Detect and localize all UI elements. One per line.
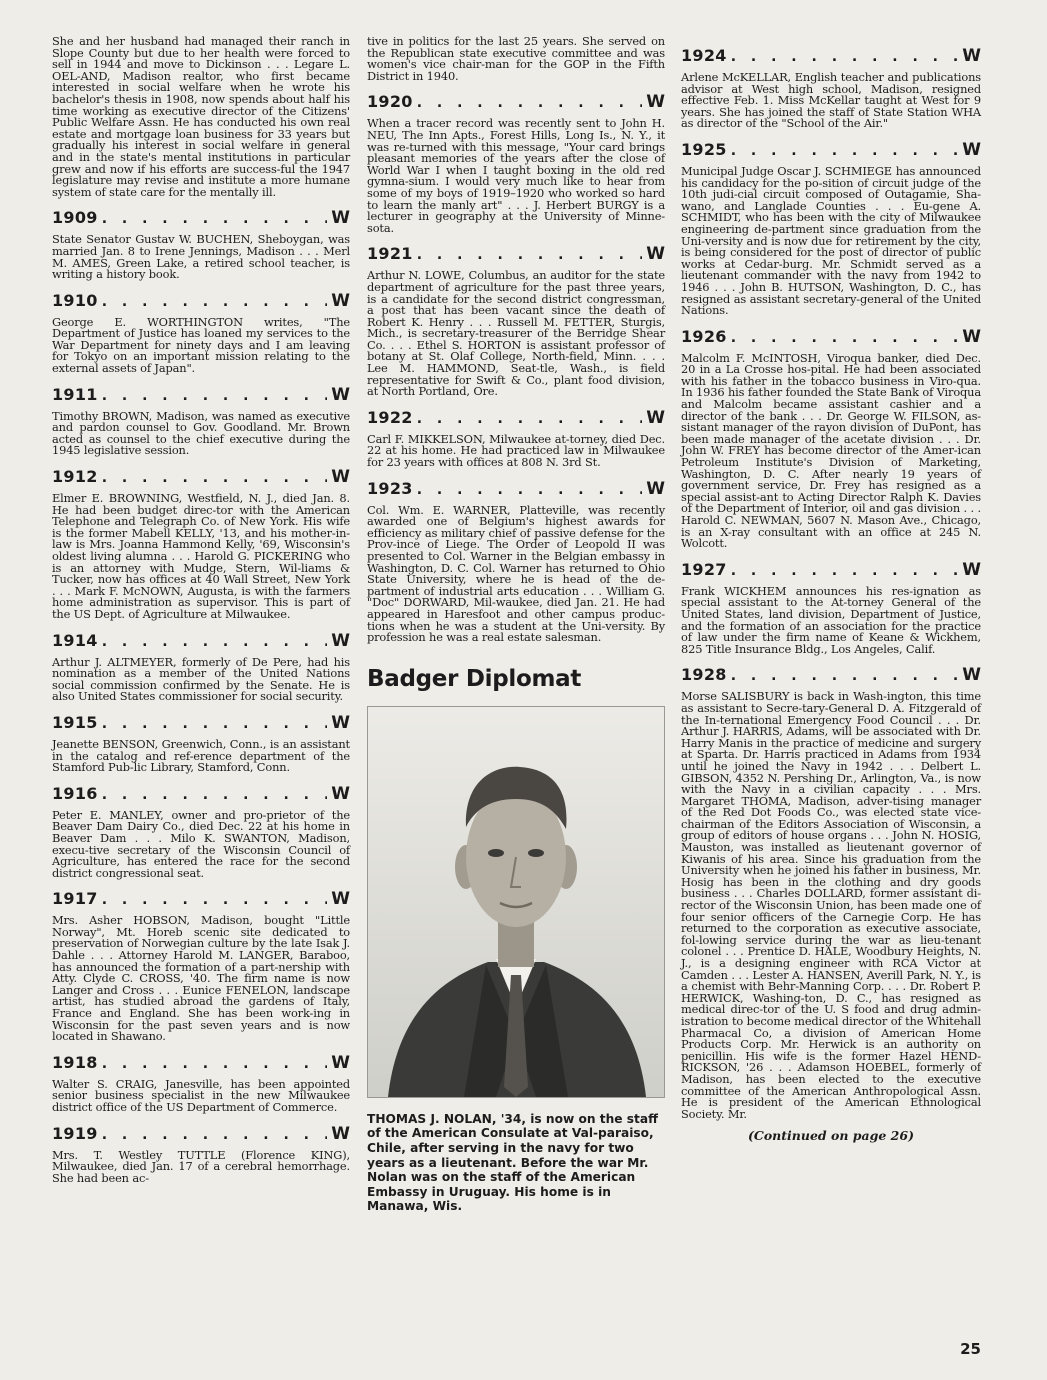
w-mark: W [331,384,350,405]
w-mark: W [646,244,665,265]
w-mark: W [962,46,981,66]
leader-dots [731,329,959,348]
class-year-heading [367,479,665,500]
page-number: 25 [960,1340,981,1358]
class-year: 1911 [52,384,98,404]
class-year: 1909 [52,208,98,228]
leader-dots [731,142,959,161]
class-year: 1928 [681,665,727,685]
class-year: 1910 [52,290,98,310]
class-note: Mrs. T. Westley TUTTLE (Florence KING), Milwaukee, died Jan. 17 of a cerebral hemorrhage. She had been ac- [52,1147,350,1185]
class-note: Arlene McKELLAR, English teacher and publications advisor at West high school, Madison, resigned effective Feb. 1. Miss McKellar taught at West for 9 years. She has joined the staff of State Station WHA as director of the "School of the Air." [681,70,981,131]
leader-dots [102,1055,328,1074]
class-note: Arthur J. ALTMEYER, formerly of De Pere, had his nomination as a member of the United Nations social commission confirmed by the Senate. He is also United States commissioner for social security. [52,654,350,704]
class-year-heading [52,208,350,229]
w-mark: W [331,290,350,311]
class-year-heading [681,46,981,67]
continued-note: (Continued on page 26) [747,1128,914,1144]
class-year-heading [681,665,981,686]
leader-dots [102,210,328,229]
w-mark: W [646,92,665,113]
leader-dots [417,246,643,265]
class-year: 1921 [367,244,413,264]
class-year: 1920 [367,92,413,112]
class-year: 1926 [681,326,727,346]
class-year: 1925 [681,139,727,159]
portrait-illustration [368,707,664,1097]
column-1 [52,36,350,1192]
class-year-heading [52,713,350,734]
w-mark: W [331,1123,350,1144]
w-mark: W [962,326,981,347]
column-3 [681,36,981,1143]
class-year: 1912 [52,467,98,487]
w-mark: W [331,630,350,651]
class-year-heading [52,1124,350,1145]
leader-dots [102,633,328,652]
class-note: State Senator Gustav W. BUCHEN, Sheboygan, was married Jan. 8 to Irene Jennings, Madison . . . Merl M. AMES, Green Lake, a retired school teacher, is writing a history book. [52,232,350,282]
class-note: Arthur N. LOWE, Columbus, an auditor for the state department of agriculture for the past three years, is a candidate for the second district congressman, a post that has been vacant since the death of Robert K. Henry . . . Russell M. FETTER, Sturgis, Mich., is secretary-treasurer of the Berridge Shear Co. . . . Ethel S. HORTON is assistant professor of botany at St. Olaf College, North-field, Minn. . . . Lee M. HAMMOND, Seat-tle, Wash., is field representative for Swift & Co., plant food division, at North Portland, Ore. [367,268,665,399]
class-year: 1917 [52,889,98,909]
w-mark: W [646,407,665,428]
w-mark: W [331,783,350,804]
class-year: 1915 [52,712,98,732]
class-note: Municipal Judge Oscar J. SCHMIEGE has announced his candidacy for the po-sition of circuit judge of the 10th judi-cial circuit composed of Outagamie, Sha-wano, and Langlade Counties . . . Eu-gene A. SCHMIDT, who has been with the city of Milwaukee engineering de-partment since graduation from the Uni-versity and is now due for retirement by the city, is being considered for the post of director of public works at Cedar-burg. Mr. Schmidt served as a lieutenant commander with the navy from 1942 to 1946 . . . John B. HUTSON, Washington, D. C., has resigned as assistant secretary-general of the United Nations. [681,163,981,318]
class-year-heading [681,140,981,161]
column-3-entries [681,46,981,1120]
w-mark: W [962,665,981,686]
w-mark: W [331,889,350,910]
class-note: Elmer E. BROWNING, Westfield, N. J., died Jan. 8. He had been budget direc-tor with the American Telephone and Telegraph Co. of New York. His wife is the former Mabell KELLY, '13, and his mother-in-law is Mrs. Joanna Hammond Kelly, '69, Wisconsin's oldest living alumna . . . Harold G. PICKERING who is an attorney with Mudge, Stern, Wil-liams & Tucker, now has offices at 40 Wall Street, New York . . . Mark F. McNOWN, Augusta, is with the farmers home administration as supervisor. This is part of the US Dept. of Agriculture at Milwaukee. [52,491,350,621]
w-mark: W [331,1052,350,1073]
class-year: 1916 [52,783,98,803]
class-note: Malcolm F. McINTOSH, Viroqua banker, died Dec. 20 in a La Crosse hos-pital. He had been associated with his father in the tobacco business in Viro-qua. In 1936 his father founded the State Bank of Viroqua and Malcolm became assistant cashier and a director of the bank . . . Dr. George W. FILSON, as-sistant manager of the rayon division of DuPont, has been made manager of the acetate division . . . Dr. John W. FREY has become director of the Amer-ican Petroleum Institute's Division of Marketing, Washington, D. C. After nearly 19 years of government service, Dr. Frey has resigned as a special assist-ant to Acting Director Ralph K. Davies of the Department of Interior, oil and gas division . . . Harold C. NEWMAN, 5607 N. Mason Ave., Chicago, is an X-ray consultant with an office at 245 N. Wolcott. [681,350,981,551]
w-mark: W [331,208,350,229]
leader-dots [731,667,959,686]
leader-dots [417,94,643,113]
leader-dots [102,786,328,805]
class-year-heading [681,560,981,581]
w-mark: W [331,712,350,733]
class-note: Timothy BROWN, Madison, was named as executive and pardon counsel to Gov. Goodland. Mr. Brown acted as counsel to the chief executive during the 1945 legislative session. [52,408,350,458]
column-2 [367,36,665,1214]
class-year: 1919 [52,1123,98,1143]
w-mark: W [646,478,665,499]
class-note: Walter S. CRAIG, Janesville, has been appointed senior business specialist in the new Milwaukee district office of the US Department of Commerce. [52,1076,350,1114]
leader-dots [731,48,959,67]
class-note: Morse SALISBURY is back in Wash-ington, this time as assistant to Secre-tary-General D. A. Fitzgerald of the In-ternational Emergency Food Council . . . Dr. Arthur J. HARRIS, Adams, will be associated with Dr. Harry Manis in the practice of medicine and surgery at Sparta. Dr. Harris practiced in Adams from 1934 until he joined the Navy in 1942 . . . Delbert L. GIBSON, 4352 N. Pershing Dr., Arlington, Va., is now with the Navy in a civilian capacity . . . Mrs. Margaret THOMA, Madison, adver-tising manager of the Red Dot Foods Co., was elected state vice-chairman of the Editors Association of Wisconsin, a group of editors of house organs . . . John N. HOSIG, Mauston, was installed as lieutenant governor of Kiwanis of his area. Since his graduation from the University when he joined his father in business, Mr. Hosig has been in the clothing and dry goods business . . . Charles DOLLARD, former assistant di-rector of the Wisconsin Union, has been made one of four senior officers of the Carnegie Corp. He has returned to the corporation as executive associate, fol-lowing service during the war as lieu-tenant colonel . . . Prentice D. HALE, Woodbury Heights, N. J., is a designing engineer with RCA Victor at Camden . . . Lester A. HANSEN, Averill Park, N. Y., is a chemist with Behr-Manning Corp. . . . Dr. Robert P. HERWICK, Washing-ton, D. C., has resigned as medical direc-tor of the U. S food and drug admin-istration to become medical director of the Whitehall Pharmacal Co, a division of American Home Products Corp. Mr. Herwick is an authority on penicillin. His wife is the former Hazel HEND-RICKSON, '26 . . . Adamson HOEBEL, formerly of Madison, has been elected to the executive committee of the American Anthropological Assn. He is president of the American Ethnological Society. Mr. [681,689,981,1121]
class-note: When a tracer record was recently sent to John H. NEU, The Inn Apts., Forest Hills, Long Is., N. Y., it was re-turned with this message, "Your card brings pleasant memories of the years after the close of World War I when I taught boxing in the old red gymna-sium. I would very much like to hear from some of my boys of 1919–1920 who worked so hard to learn the manly art" . . . J. Herbert BURGY is a lecturer in geography at the University of Minne-sota. [367,116,665,235]
class-year-heading [52,631,350,652]
leader-dots [417,410,643,429]
class-note: Mrs. Asher HOBSON, Madison, bought "Little Norway", Mt. Horeb scenic site dedicated to preservation of Norwegian culture by the late Isak J. Dahle . . . Attorney Harold M. LANGER, Baraboo, has announced the formation of a part-nership with Atty. Clyde C. CROSS, '40. The firm name is now Langer and Cross . . . Eunice FENELON, landscape artist, has studied abroad the gardens of Italy, France and England. She has been work-ing in Wisconsin for the past seven years and is now located in Shawano. [52,913,350,1044]
class-note: Col. Wm. E. WARNER, Platteville, was recently awarded one of Belgium's highest awards for efficiency as military chief of passive defense for the Prov-ince of Liege. The Order of Leopold II was presented to Col. Warner in the Belgian embassy in Washington, D. C. Col. Warner has returned to Ohio State University, where he is head of the de-partment of industrial arts education . . . William G. "Doc" DORWARD, Mil-waukee, died Jan. 21. He had appeared in Haresfoot and other campus produc-tions when he was a student at the Uni-versity. By profession he was a real estate salesman. [367,502,665,645]
leader-dots [102,293,328,312]
column-2-entries [367,36,665,644]
w-mark: W [962,559,981,580]
class-year-heading [367,408,665,429]
class-year-heading [52,889,350,910]
class-year-heading [52,467,350,488]
class-year-heading [52,784,350,805]
feature-title: Badger Diplomat [367,665,582,692]
w-mark: W [331,467,350,488]
class-year: 1918 [52,1052,98,1072]
class-year: 1923 [367,478,413,498]
class-note: Peter E. MANLEY, owner and pro-prietor of the Beaver Dam Dairy Co., died Dec. 22 at his home in Beaver Dam . . . Milo K. SWANTON, Madison, execu-tive secretary of the Wisconsin Council of Agriculture, has entered the race for the second district congressional seat. [52,807,350,880]
leader-dots [102,387,328,406]
class-note: Jeanette BENSON, Greenwich, Conn., is an assistant in the catalog and ref-erence department of the Stamford Pub-lic Library, Stamford, Conn. [52,736,350,775]
leader-dots [102,1126,328,1145]
class-note: Frank WICKHEM announces his res-ignation as special assistant to the At-torney General of the United States, land division, Department of Justice, and the formation of an association for the practice of law under the firm name of Keane & Wickhem, 825 Title Insurance Bldg., Los Angeles, Calif. [681,583,981,656]
leader-dots [102,891,328,910]
leader-dots [417,481,643,500]
class-note: Carl F. MIKKELSON, Milwaukee at-torney, died Dec. 22 at his home. He had practiced law in Milwaukee for 23 years with offices at 808 N. 3rd St. [367,431,665,470]
photo-caption: THOMAS J. NOLAN, '34, is now on the staff of the American Consulate at Val-paraiso, Chile, after serving in the navy for two years as a lieutenant. Before the war Mr. Nolan was on the staff of the American Embassy in Uruguay. His home is in Manawa, Wis. [367,1111,658,1214]
portrait-photo [367,706,665,1098]
class-year-heading [681,327,981,348]
leader-dots [102,469,328,488]
class-year-heading [52,1053,350,1074]
class-year-heading [367,92,665,113]
leader-dots [731,562,959,581]
class-year: 1927 [681,559,727,579]
class-year-heading [52,385,350,406]
class-year: 1924 [681,46,727,65]
class-note: George E. WORTHINGTON writes, "The Department of Justice has loaned my services to the War Department for ninety days and I am leaving for Tokyo on an important mission relating to the external assets of Japan". [52,314,350,376]
leader-dots [102,715,328,734]
column-text: She and her husband had managed their ranch in Slope County but due to her health were forced to sell in 1944 and move to Dickinson . . . Legare L. OEL-AND, Madison realtor, who first became interested in social welfare when he wrote his bachelor's thesis in 1908, now spends about half his time working as executive director of the Citizens' Public Welfare Assn. He has conducted his own real estate and mortgage loan business for 33 years but gradually his interest in social welfare in general and in the state's mental institutions in particular grew and now if his efforts are success-ful the 1947 legislature may revise and institute a more humane system of state care for the mentally ill. [52,34,350,199]
class-year-heading [52,291,350,312]
class-year-heading [367,244,665,265]
column-text: tive in politics for the last 25 years. She served on the Republican state executive committee and was women's vice chair-man for the GOP in the Fifth District in 1940. [367,34,665,83]
class-year: 1922 [367,407,413,427]
class-year: 1914 [52,630,98,650]
w-mark: W [962,139,981,160]
